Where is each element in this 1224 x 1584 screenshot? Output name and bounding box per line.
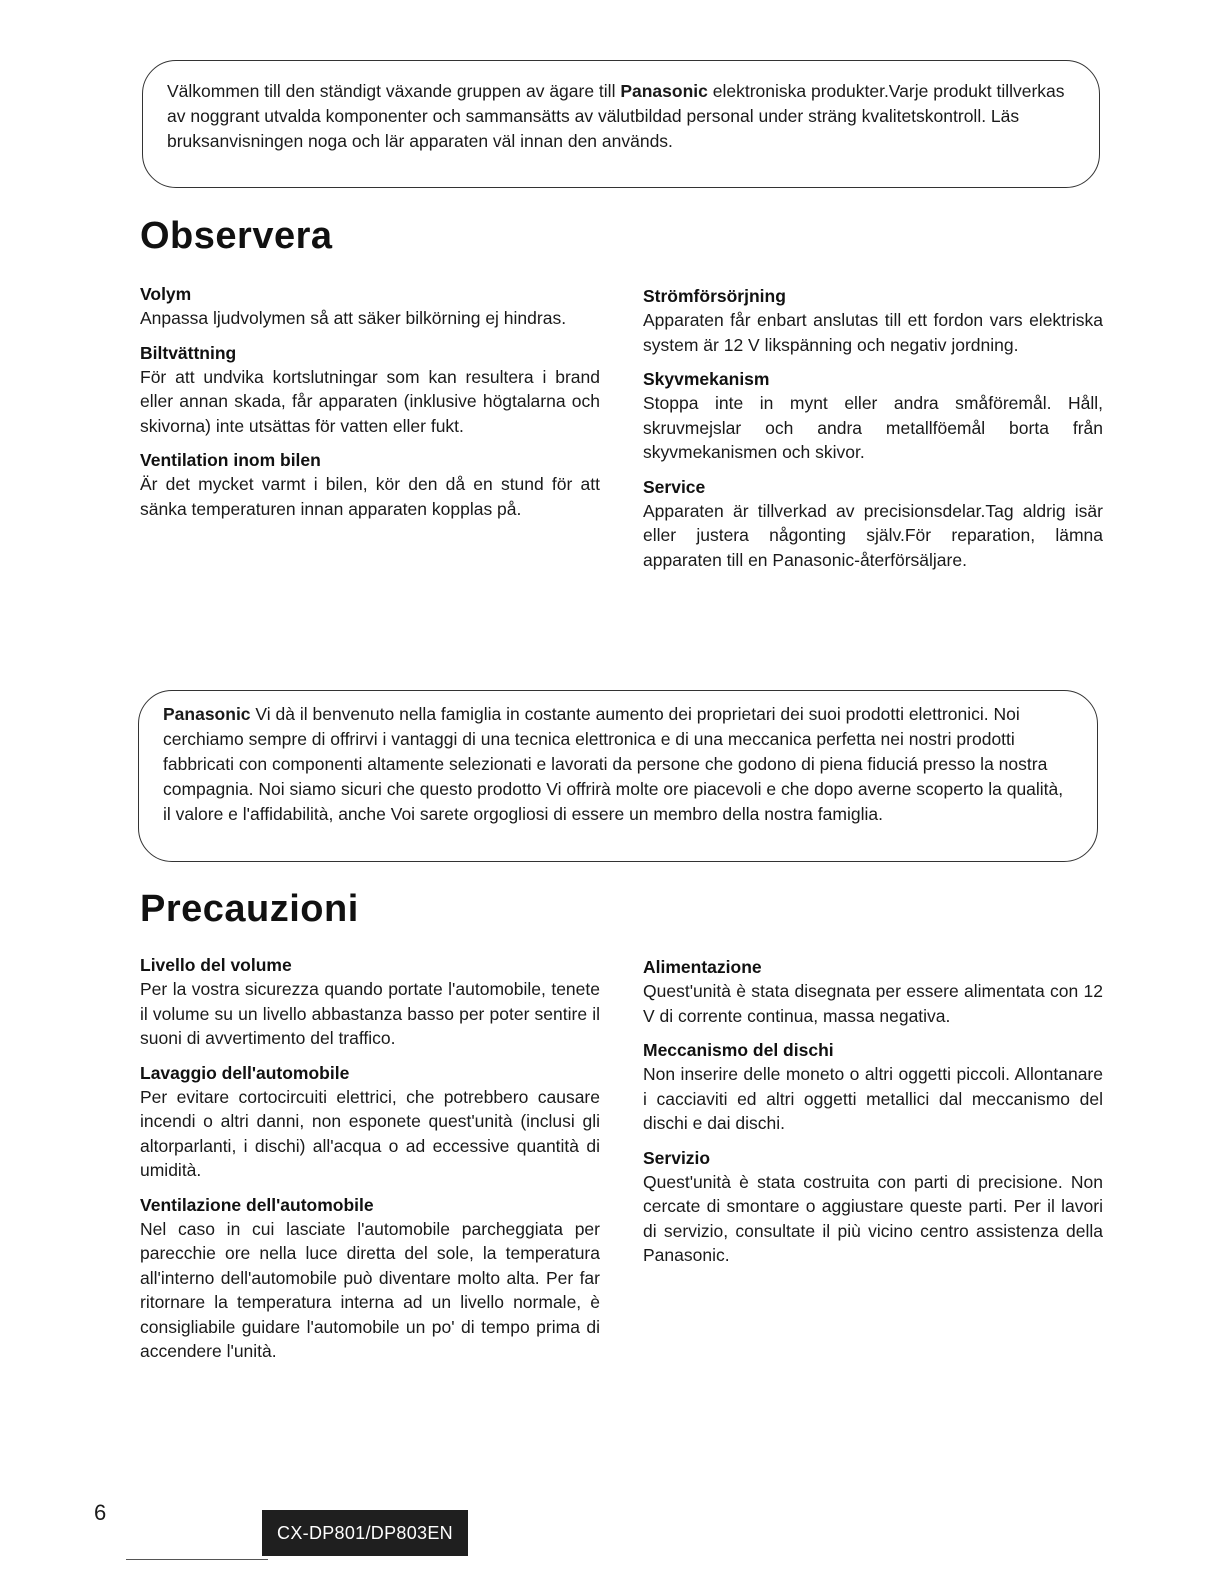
text-servizio: Quest'unità è stata costruita con parti di precisione. Non cercate di smontare o aggiustare queste parti. Per il lavori di servizio, consultate il più vicino centro assistenza della Panasonic. xyxy=(643,1171,1103,1265)
page-number: 6 xyxy=(94,1500,107,1525)
text-service: Apparaten är tillverkad av precisionsdelar.Tag aldrig isär eller justera någonting själv.För reparation, lämna apparaten till en Panasonic-återförsäljare. xyxy=(643,500,1103,570)
footer-divider xyxy=(126,1559,268,1560)
text-ventilation: Är det mycket varmt i bilen, kör den då en stund för att sänka temperaturen innan apparaten kopplas på. xyxy=(140,474,600,519)
text-ventilazione: Nel caso in cui lasciate l'automobile parcheggiata per parecchie ore nella luce diretta del sole, la temperatura all'interno dell'automobile può diventare molto alta. Per far ritornare la temperatura interna ad un livello normale, è consigliabile guidare l'automobile un po' di tempo prima di accendere l'unità. xyxy=(140,1218,600,1361)
heading-servizio: Servizio xyxy=(643,1147,711,1168)
precautions-column-left-swedish xyxy=(140,282,600,531)
precautions-column-right-swedish xyxy=(643,284,1103,582)
model-number-badge: CX-DP801/DP803EN xyxy=(262,1510,468,1556)
precautions-column-left-italian xyxy=(140,953,600,1374)
text-stromforsorjning: Apparaten får enbart anslutas till ett fordon vars elektriska system är 12 V likspänning och negativ jordning. xyxy=(643,310,1103,355)
intro-text-italian: Panasonic Vi dà il benvenuto nella famiglia in costante aumento dei proprietari dei suoi prodotti elettronici. Noi cerchiamo sempre di offrirvi i vantaggi di una tecnica elettronica e di una meccanica perfetta nei nostri prodotti fabbricati con componenti altamente selezionati e lavorati da persone che godono di piena fiduciá presso la nostra compagnia. Noi siamo sicuri che questo prodotto Vi offrirà molte ore piacevoli e che dopo averne scoperto la qualità, il valore e l'affidabilità, anche Voi sarete orgogliosi di essere un membro della nostra famiglia. xyxy=(163,704,1064,824)
heading-biltvattning: Biltvättning xyxy=(140,342,237,363)
heading-volym: Volym xyxy=(140,284,192,304)
precautions-column-right-italian xyxy=(643,955,1103,1278)
heading-service: Service xyxy=(643,476,706,497)
text-meccanismo: Non inserire delle moneto o altri oggetti piccoli. Allontanare i cacciaviti ed altri oggetti metallici dal meccanismo del dischi e dai dischi. xyxy=(643,1064,1103,1133)
heading-ventilation: Ventilation inom bilen xyxy=(140,450,321,470)
section-title-observera: Observera xyxy=(140,215,333,257)
heading-meccanismo: Meccanismo del dischi xyxy=(643,1040,834,1060)
brand-name: Panasonic xyxy=(620,81,708,101)
heading-skyvmekanism: Skyvmekanism xyxy=(643,369,770,389)
text-biltvattning: För att undvika kortslutningar som kan resultera i brand eller annan skada, får apparaten (inklusive högtalarna och skivorna) inte utsättas för vatten eller fukt. xyxy=(140,366,600,436)
text-alimentazione: Quest'unità è stata disegnata per essere alimentata con 12 V di corrente continua, massa negativa. xyxy=(643,981,1103,1026)
text-volym: Anpassa ljudvolymen så att säker bilkörning ej hindras. xyxy=(140,308,567,328)
heading-alimentazione: Alimentazione xyxy=(643,957,762,977)
heading-livello-volume: Livello del volume xyxy=(140,955,292,975)
text-skyvmekanism: Stoppa inte in mynt eller andra småföremål. Håll, skruvmejslar och andra metallföemål borta från skyvmekanismen och skivor. xyxy=(643,393,1103,462)
text-lavaggio: Per evitare cortocircuiti elettrici, che potrebbero causare incendi o altri danni, non esponete quest'unità (inclusi gli altorparlanti, i dischi) all'acqua o ad eccessive quantità di umidità. xyxy=(140,1086,600,1180)
heading-stromforsorjning: Strömförsörjning xyxy=(643,286,786,306)
section-title-precauzioni: Precauzioni xyxy=(140,888,359,930)
intro-box-swedish xyxy=(142,60,1100,188)
intro-text-swedish: Välkommen till den ständigt växande gruppen av ägare till Panasonic elektroniska produkter.Varje produkt tillverkas av noggrant utvalda komponenter och sammansätts av välutbildad personal under sträng kvalitetskontroll. Läs bruksanvisningen noga och lär apparaten väl innan den används. xyxy=(167,81,1065,151)
intro-box-italian xyxy=(138,690,1098,862)
heading-lavaggio: Lavaggio dell'automobile xyxy=(140,1062,350,1083)
text-livello-volume: Per la vostra sicurezza quando portate l'automobile, tenete il volume su un livello abbastanza basso per poter sentire il suoni di avvertimento del traffico. xyxy=(140,979,600,1048)
brand-name: Panasonic xyxy=(163,704,251,724)
heading-ventilazione: Ventilazione dell'automobile xyxy=(140,1194,374,1215)
